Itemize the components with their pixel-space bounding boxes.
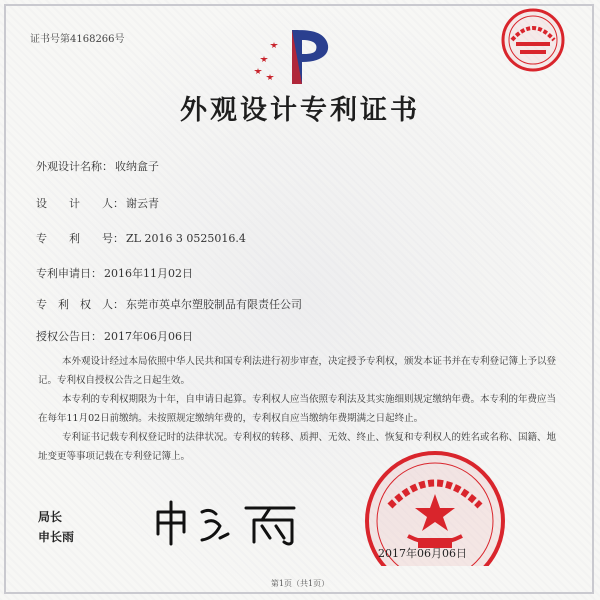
design-name-value: 收纳盒子: [115, 160, 159, 173]
design-name-field: [36, 158, 159, 174]
filing-date-label: 专利申请日：: [36, 267, 102, 280]
patent-number-value: ZL 2016 3 0525016.4: [126, 232, 246, 245]
certificate-title: 外观设计专利证书: [180, 95, 420, 126]
signature-icon: [150, 498, 310, 548]
patentee-value: 东莞市英卓尔塑胶制品有限责任公司: [126, 298, 302, 311]
filing-date-field: [36, 265, 193, 281]
chief-name: 申长雨: [38, 530, 75, 544]
certificate-number: 证书号第4168266号: [30, 34, 125, 45]
small-seal-icon: [492, 4, 574, 74]
grant-date-value: 2017年06月06日: [104, 330, 193, 343]
patentee-field: [36, 296, 302, 312]
patent-number-label: 专 利 号：: [36, 232, 124, 245]
patent-office-logo-icon: [248, 22, 338, 92]
filing-date-value: 2016年11月02日: [104, 267, 193, 280]
page-footer: 第1页（共1页）: [270, 579, 330, 588]
design-name-label: 外观设计名称：: [36, 160, 113, 173]
designer-field: [36, 195, 159, 211]
grant-date-field: [36, 328, 193, 344]
designer-label: 设 计 人：: [36, 197, 124, 210]
patent-number-field: [36, 230, 246, 246]
grant-date-label: 授权公告日：: [36, 330, 102, 343]
body-paragraph: 本专利的专利权期限为十年，自申请日起算。专利权人应当依照专利法及其实施细则规定缴纳年费。本专利的年费应当在每年11月02日前缴纳。未按照规定缴纳年费的，专利权自应当缴纳年费期满之日起终止。: [38, 394, 557, 424]
body-paragraph: 专利证书记载专利权登记时的法律状况。专利权的转移、质押、无效、终止、恢复和专利权人的姓名或名称、国籍、地址变更等事项记载在专利登记簿上。: [38, 432, 557, 462]
designer-value: 谢云青: [126, 197, 159, 210]
patentee-label: 专 利 权 人：: [36, 298, 124, 311]
issue-date: 2017年06月06日: [378, 547, 467, 560]
chief-title: 局长: [38, 510, 63, 524]
body-paragraph: 本外观设计经过本局依照中华人民共和国专利法进行初步审查，决定授予专利权，颁发本证书并在专利登记簿上予以登记。专利权自授权公告之日起生效。: [38, 356, 557, 386]
